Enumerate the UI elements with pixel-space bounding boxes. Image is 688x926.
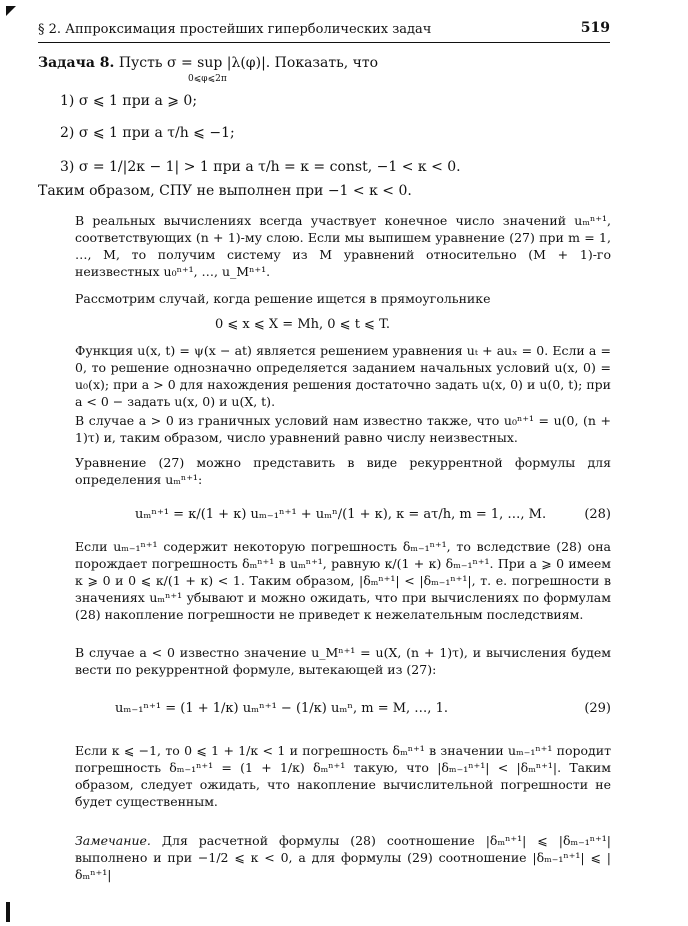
equation-29: uₘ₋₁ⁿ⁺¹ = (1 + 1/κ) uₘⁿ⁺¹ − (1/κ) uₘⁿ, m = M, …, 1.	[115, 701, 448, 716]
problem-label: Задача 8.	[38, 55, 115, 71]
page-number: 519	[580, 20, 610, 36]
remark-text: Для расчетной формулы (28) соотношение |δₘⁿ⁺¹| ⩽ |δₘ₋₁ⁿ⁺¹| выполнено и при −1/2 ⩽ κ < 0, а для формулы (29) соотношение |δₘ₋₁ⁿ⁺¹| ⩽ |δₘⁿ⁺¹|	[75, 833, 611, 882]
bottom-mark	[6, 902, 10, 922]
problem-item-3: 3) σ = 1/|2κ − 1| > 1 при a τ/h = κ = const, −1 < κ < 0.	[60, 159, 461, 175]
paragraph-7: В случае a < 0 известно значение u_Mⁿ⁺¹ = u(X, (n + 1)τ), и вычисления будем вести по рекуррентной формуле, вытекающей из (27):	[75, 645, 611, 677]
paragraph-6: Если uₘ₋₁ⁿ⁺¹ содержит некоторую погрешность δₘ₋₁ⁿ⁺¹, то вследствие (28) она порождает погрешность δₘⁿ⁺¹ в uₘⁿ⁺¹, равную κ/(1 + κ) δₘ₋₁ⁿ⁺¹. При a ⩾ 0 имеем κ ⩾ 0 и 0 ⩽ κ/(1 + κ) < 1. Таким образом, |δₘⁿ⁺¹| < |δₘ₋₁ⁿ⁺¹|, т. е. погрешности в значениях uₘⁿ⁺¹ убывают и можно ожидать, что при вычислениях по формулам (28) накопление погрешности не приведет к нежелательным последствиям.	[75, 539, 611, 622]
paragraph-1: В реальных вычислениях всегда участвует конечное число значений uₘⁿ⁺¹, соответствующих (n + 1)-му слою. Если мы выпишем уравнение (27) при m = 1, …, M, то получим систему из M уравнений относительно (M + 1)-го неизвестных u₀ⁿ⁺¹, …, u_Mⁿ⁺¹.	[75, 213, 611, 279]
problem-item-2: 2) σ ⩽ 1 при a τ/h ⩽ −1;	[60, 125, 235, 141]
paragraph-2: Рассмотрим случай, когда решение ищется в прямоугольнике	[75, 291, 491, 306]
remark-label: Замечание.	[75, 833, 151, 848]
remark	[75, 832, 611, 883]
section-title: § 2. Аппроксимация простейших гиперболических задач	[38, 22, 432, 37]
paragraph-5: Уравнение (27) можно представить в виде рекуррентной формулы для определения uₘⁿ⁺¹:	[75, 455, 611, 487]
equation-28: uₘⁿ⁺¹ = κ/(1 + κ) uₘ₋₁ⁿ⁺¹ + uₘⁿ/(1 + κ), κ = aτ/h, m = 1, …, M.	[135, 507, 547, 522]
equation-29-number: (29)	[584, 701, 611, 716]
paragraph-3: Функция u(x, t) = ψ(x − at) является решением уравнения uₜ + auₓ = 0. Если a = 0, то решение однозначно определяется заданием начальных условий u(x, 0) = u₀(x); при a > 0 для нахождения решения достаточно задать u(x, 0) и u(0, t); при a < 0 − задать u(x, 0) и u(X, t).	[75, 343, 611, 409]
sup-range: 0⩽φ⩽2π	[188, 74, 227, 84]
running-header	[38, 20, 610, 43]
paragraph-4: В случае a > 0 из граничных условий нам известно также, что u₀ⁿ⁺¹ = u(0, (n + 1)τ) и, таким образом, число уравнений равно числу неизвестных.	[75, 413, 611, 445]
equation-28-number: (28)	[584, 507, 611, 522]
corner-mark	[6, 6, 16, 16]
problem-item-1: 1) σ ⩽ 1 при a ⩾ 0;	[60, 93, 198, 109]
problem-conclusion: Таким образом, СПУ не выполнен при −1 < κ < 0.	[38, 183, 412, 199]
paragraph-8: Если κ ⩽ −1, то 0 ⩽ 1 + 1/κ < 1 и погрешность δₘⁿ⁺¹ в значении uₘ₋₁ⁿ⁺¹ породит погрешность δₘ₋₁ⁿ⁺¹ = (1 + 1/κ) δₘⁿ⁺¹ такую, что |δₘ₋₁ⁿ⁺¹| < |δₘⁿ⁺¹|. Таким образом, следует ожидать, что накопление вычислительной погрешности не будет существенным.	[75, 743, 611, 809]
rectangle-formula: 0 ⩽ x ⩽ X = Mh, 0 ⩽ t ⩽ T.	[215, 317, 390, 332]
problem-statement: Пусть σ = sup |λ(φ)|. Показать, что	[118, 55, 379, 71]
